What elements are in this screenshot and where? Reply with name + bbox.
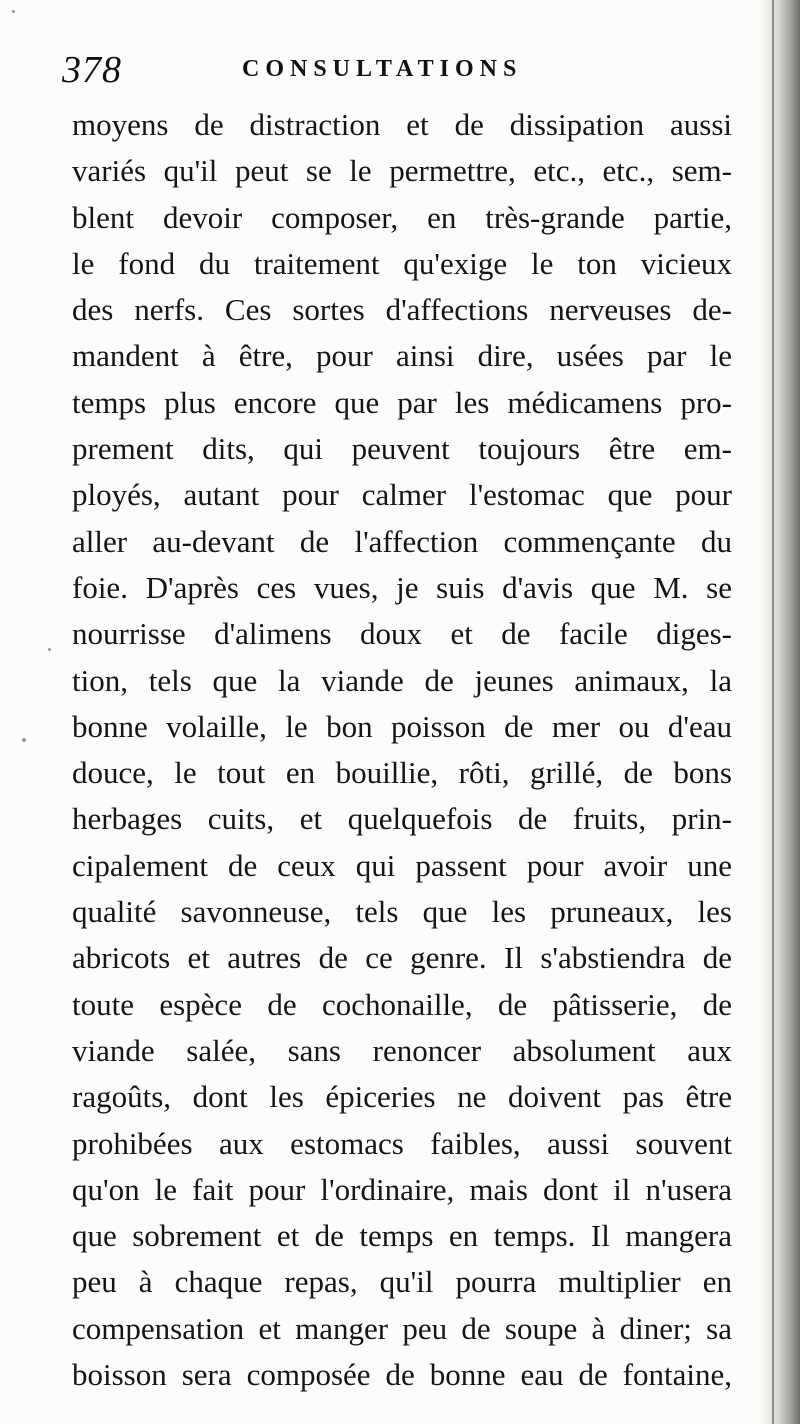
print-speck [22, 738, 26, 742]
page-number: 378 [62, 49, 122, 91]
text-line: moyens de distraction et de dissipation aussi [72, 107, 732, 142]
text-line: ragoûts, dont les épiceries ne doivent pas être [72, 1079, 732, 1115]
page-gutter-shadow [760, 0, 800, 1424]
text-line: abricots et autres de ce genre. Il s'abstiendra de [72, 940, 732, 976]
text-line: peu à chaque repas, qu'il pourra multiplier en [72, 1264, 732, 1300]
text-line: compensation et manger peu de soupe à diner; sa [72, 1310, 732, 1346]
print-speck [48, 648, 51, 651]
text-line: tion, tels que la viande de jeunes animaux, la [72, 662, 732, 698]
text-line: des nerfs. Ces sortes d'affections nerveuses de- [72, 292, 732, 328]
text-line: qualité savonneuse, tels que les pruneaux, les [72, 894, 732, 930]
text-line: ployés, autant pour calmer l'estomac que pour [72, 477, 732, 513]
text-line: blent devoir composer, en très-grande partie, [72, 199, 732, 235]
page-edge-line [772, 0, 774, 1424]
text-line: qu'on le fait pour l'ordinaire, mais dont il n'usera [72, 1171, 732, 1207]
text-line: temps plus encore que par les médicamens pro- [72, 384, 732, 420]
text-line: toute espèce de cochonaille, de pâtisserie, de [72, 986, 732, 1022]
text-line: viande salée, sans renoncer absolument aux [72, 1032, 732, 1068]
print-speck [12, 10, 15, 13]
text-line: bonne volaille, le bon poisson de mer ou d'eau [72, 708, 732, 744]
text-line: herbages cuits, et quelquefois de fruits, prin- [72, 801, 732, 837]
text-line: prohibées aux estomacs faibles, aussi souvent [72, 1125, 732, 1161]
text-line: douce, le tout en bouillie, rôti, grillé, de bons [72, 755, 732, 791]
text-line: prement dits, qui peuvent toujours être em- [72, 431, 732, 467]
text-line: le fond du traitement qu'exige le ton vicieux [72, 245, 732, 281]
text-line: nourrisse d'alimens doux et de facile diges- [72, 616, 732, 652]
body-text [72, 102, 732, 1398]
text-line: cipalement de ceux qui passent pour avoir une [72, 847, 732, 883]
text-line: que sobrement et de temps en temps. Il mangera [72, 1218, 732, 1254]
text-line: boisson sera composée de bonne eau de fontaine, [72, 1357, 732, 1393]
text-line: foie. D'après ces vues, je suis d'avis que M. se [72, 569, 732, 605]
text-line: aller au-devant de l'affection commençante du [72, 523, 732, 559]
running-head: CONSULTATIONS [242, 56, 523, 82]
page-header [62, 48, 742, 92]
text-line: variés qu'il peut se le permettre, etc., etc., sem- [72, 153, 732, 189]
text-line: mandent à être, pour ainsi dire, usées par le [72, 338, 732, 374]
